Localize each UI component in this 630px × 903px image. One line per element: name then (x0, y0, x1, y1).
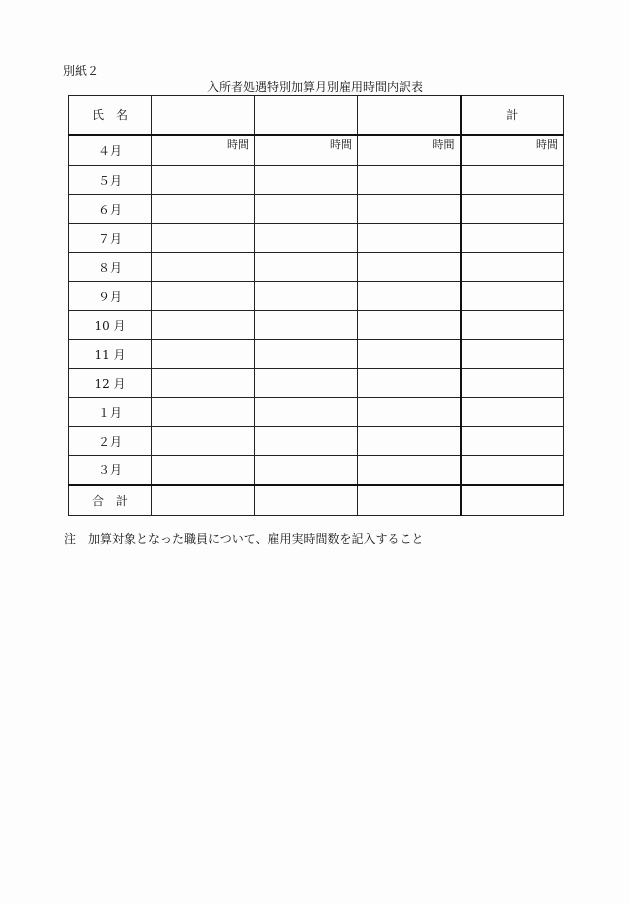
month-row (69, 282, 564, 311)
total-hours-cell[interactable] (461, 369, 564, 398)
hours-cell[interactable]: 時間 (255, 135, 358, 166)
footnote: 注 加算対象となった職員について、雇用実時間数を記入すること (64, 532, 424, 546)
month-label: ２月 (69, 427, 152, 456)
header-row (69, 96, 564, 135)
attachment-label: 別紙２ (63, 64, 100, 78)
total-hours-cell[interactable] (461, 427, 564, 456)
total-column-header: 計 (461, 96, 564, 135)
hours-cell[interactable] (152, 166, 255, 195)
month-row (69, 253, 564, 282)
hours-cell[interactable] (255, 224, 358, 253)
month-label: ７月 (69, 224, 152, 253)
hours-cell[interactable] (358, 427, 461, 456)
month-label: ５月 (69, 166, 152, 195)
month-label: 11 月 (69, 340, 152, 369)
total-hours-cell[interactable]: 時間 (461, 135, 564, 166)
hours-cell[interactable] (255, 427, 358, 456)
month-label: 10 月 (69, 311, 152, 340)
hours-cell[interactable] (152, 282, 255, 311)
hours-cell[interactable] (152, 311, 255, 340)
hours-cell[interactable] (152, 195, 255, 224)
month-row (69, 195, 564, 224)
staff-total-cell[interactable] (255, 485, 358, 516)
month-label: ３月 (69, 456, 152, 485)
hours-cell[interactable] (358, 369, 461, 398)
hours-cell[interactable] (358, 166, 461, 195)
hours-cell[interactable] (152, 427, 255, 456)
month-label: ８月 (69, 253, 152, 282)
total-hours-cell[interactable] (461, 340, 564, 369)
hours-cell[interactable] (255, 456, 358, 485)
hours-cell[interactable] (255, 311, 358, 340)
hours-cell[interactable] (358, 398, 461, 427)
month-row (69, 398, 564, 427)
month-row (69, 311, 564, 340)
hours-cell[interactable] (152, 224, 255, 253)
month-label: ６月 (69, 195, 152, 224)
total-hours-cell[interactable] (461, 456, 564, 485)
name-header: 氏 名 (69, 96, 152, 135)
hours-cell[interactable] (358, 456, 461, 485)
hours-cell[interactable] (358, 195, 461, 224)
grand-total-cell[interactable] (461, 485, 564, 516)
staff-total-cell[interactable] (358, 485, 461, 516)
month-label: １月 (69, 398, 152, 427)
hours-cell[interactable] (152, 369, 255, 398)
staff-name-cell[interactable] (152, 96, 255, 135)
table-body (69, 96, 564, 516)
total-hours-cell[interactable] (461, 224, 564, 253)
hours-cell[interactable] (358, 253, 461, 282)
month-label: 12 月 (69, 369, 152, 398)
hours-cell[interactable] (358, 311, 461, 340)
staff-name-cell[interactable] (255, 96, 358, 135)
month-row (69, 369, 564, 398)
hours-cell[interactable] (255, 195, 358, 224)
month-row (69, 166, 564, 195)
document-title: 入所者処遇特別加算月別雇用時間内訳表 (206, 80, 423, 94)
total-hours-cell[interactable] (461, 398, 564, 427)
hours-cell[interactable] (152, 253, 255, 282)
total-hours-cell[interactable] (461, 195, 564, 224)
total-hours-cell[interactable] (461, 282, 564, 311)
staff-total-cell[interactable] (152, 485, 255, 516)
hours-cell[interactable] (358, 340, 461, 369)
staff-name-cell[interactable] (358, 96, 461, 135)
hours-cell[interactable] (255, 340, 358, 369)
total-hours-cell[interactable] (461, 166, 564, 195)
total-hours-cell[interactable] (461, 253, 564, 282)
hours-cell[interactable] (255, 253, 358, 282)
hours-cell[interactable] (255, 282, 358, 311)
hours-cell[interactable] (255, 166, 358, 195)
month-row (69, 427, 564, 456)
grand-total-row (69, 485, 564, 516)
hours-cell[interactable] (358, 224, 461, 253)
month-row (69, 456, 564, 485)
hours-cell[interactable] (152, 456, 255, 485)
monthly-hours-table (68, 95, 564, 516)
month-row (69, 224, 564, 253)
month-label: ９月 (69, 282, 152, 311)
hours-cell[interactable] (358, 282, 461, 311)
hours-cell[interactable]: 時間 (358, 135, 461, 166)
hours-cell[interactable] (152, 340, 255, 369)
hours-cell[interactable]: 時間 (152, 135, 255, 166)
grand-total-label: 合 計 (69, 485, 152, 516)
month-label: ４月 (69, 135, 152, 166)
month-row (69, 135, 564, 166)
month-row (69, 340, 564, 369)
total-hours-cell[interactable] (461, 311, 564, 340)
hours-cell[interactable] (152, 398, 255, 427)
hours-cell[interactable] (255, 398, 358, 427)
hours-cell[interactable] (255, 369, 358, 398)
